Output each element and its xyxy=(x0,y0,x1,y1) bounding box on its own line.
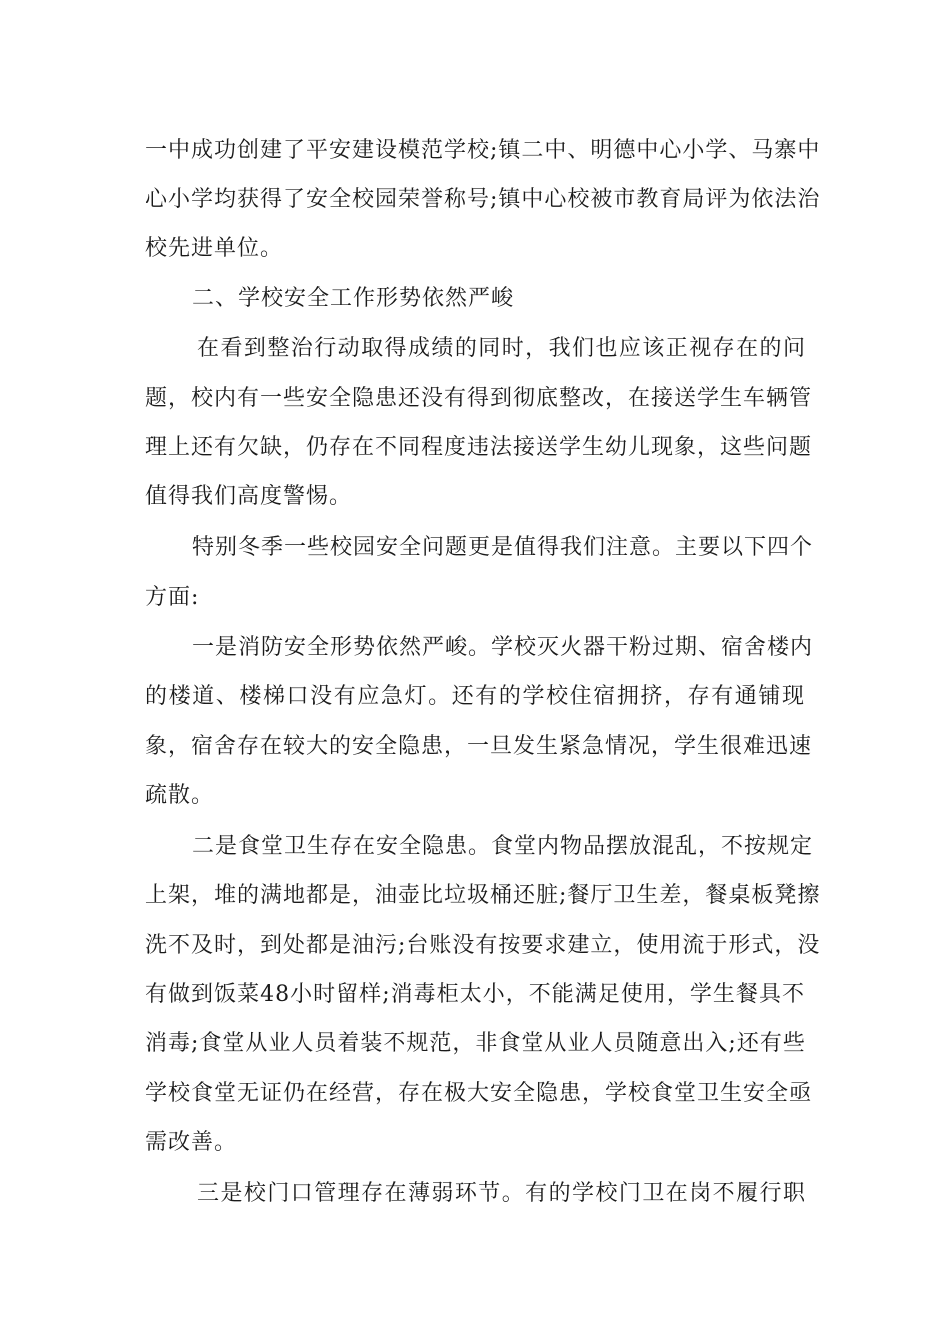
text-line: 校先进单位。 xyxy=(145,236,284,261)
text-line: 学校食堂无证仍在经营，存在极大安全隐患，学校食堂卫生安全亟 xyxy=(145,1081,813,1106)
text-line: 象，宿舍存在较大的安全隐患，一旦发生紧急情况，学生很难迅速 xyxy=(145,734,813,759)
text-line: 一中成功创建了平安建设模范学校;镇二中、明德中心小学、马寨中 xyxy=(145,138,821,163)
text-line: 题，校内有一些安全隐患还没有得到彻底整改，在接送学生车辆管 xyxy=(145,386,813,411)
text-line: 消毒;食堂从业人员着装不规范，非食堂从业人员随意出入;还有些 xyxy=(145,1031,806,1056)
text-line: 一是消防安全形势依然严峻。学校灭火器干粉过期、宿舍楼内 xyxy=(192,635,814,660)
section-heading: 二、学校安全工作形势依然严峻 xyxy=(192,286,515,311)
text-line: 特别冬季一些校园安全问题更是值得我们注意。主要以下四个 xyxy=(192,535,814,560)
text-line: 值得我们高度警惕。 xyxy=(145,484,353,509)
text-line: 有做到饭菜48小时留样;消毒柜太小，不能满足使用，学生餐具不 xyxy=(145,982,805,1007)
text-line: 二是食堂卫生存在安全隐患。食堂内物品摆放混乱，不按规定 xyxy=(192,834,814,859)
text-line: 在看到整治行动取得成绩的同时，我们也应该正视存在的问 xyxy=(197,336,806,361)
text-line: 需改善。 xyxy=(145,1130,238,1155)
text-line: 洗不及时，到处都是油污;台账没有按要求建立，使用流于形式，没 xyxy=(145,933,821,958)
text-line: 疏散。 xyxy=(145,783,215,808)
text-line: 上架，堆的满地都是，油壶比垃圾桶还脏;餐厅卫生差，餐桌板凳擦 xyxy=(145,883,821,908)
text-line: 心小学均获得了安全校园荣誉称号;镇中心校被市教育局评为依法治 xyxy=(145,187,821,212)
text-line: 三是校门口管理存在薄弱环节。有的学校门卫在岗不履行职 xyxy=(197,1181,806,1206)
text-line: 理上还有欠缺，仍存在不同程度违法接送学生幼儿现象，这些问题 xyxy=(145,435,813,460)
text-line: 的楼道、楼梯口没有应急灯。还有的学校住宿拥挤，存有通铺现 xyxy=(145,684,805,709)
text-line: 方面: xyxy=(145,585,200,610)
